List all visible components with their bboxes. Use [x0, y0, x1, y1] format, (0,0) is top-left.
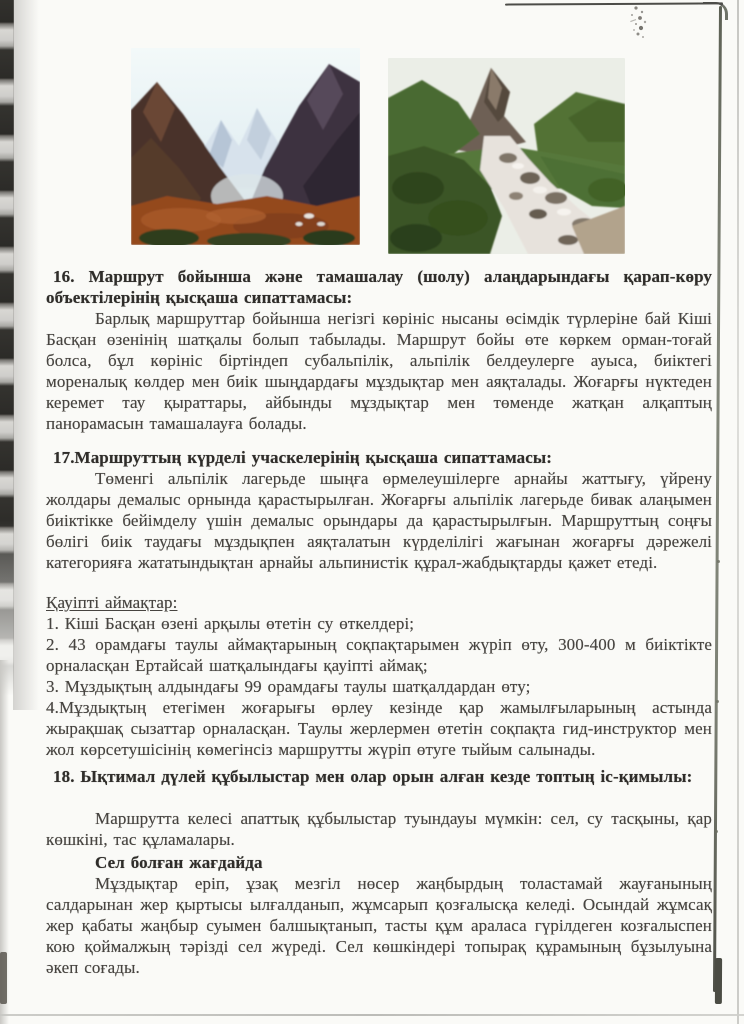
mudflow-subheading: Сел болған жағдайда: [95, 853, 263, 872]
ink-smudge: [612, 0, 664, 46]
section-16-heading: 16. Маршрут бойынша және тамашалау (шолу) алаңдарындағы қарап-көру объектілерінің қысқаша сипаттамасы:: [46, 267, 712, 307]
danger-zones-title: Қауіпті аймақтар:: [46, 593, 178, 612]
danger-zone-item-1: 1. Кіші Басқан өзені арқылы өтетін су өткелдері;: [46, 614, 415, 633]
mountain-stream-photo: [388, 58, 625, 254]
page-edge-faint-line: [737, 0, 739, 1024]
edge-speck: [717, 560, 720, 563]
left-edge-shadow: [13, 0, 39, 710]
danger-zone-item-3: 3. Мұздықтың алдындағы 99 орамдағы таулы шатқалдардан өту;: [46, 677, 531, 696]
section-18-heading: 18. Ықтимал дүлей құбылыстар мен олар орын алған кезде топтың іс-қимылы:: [53, 767, 693, 786]
edge-speck: [715, 830, 718, 833]
page-edge-right-tip: [715, 958, 722, 1004]
page-edge-right-line: [713, 6, 722, 992]
section-16-paragraph: Барлық маршруттар бойынша негізгі көрініс нысаны өсімдік түрлеріне бай Кіші Басқан өзенінің шатқалы болып табылады. Маршрут бойы өте көркем орман-тоғай болса, бұл көрініс біртіндеп субальпілік, альпілік белдеулерге ауыса, биіктегі мореналық көлдер мен биік шыңдардағы мұздықтар мен аяқталады. Жоғарғы нүктеден керемет тау қыраттары, айбынды мұздықтар мен төменде жатқан алқаптың панорамасын тамашалауға болады.: [46, 309, 712, 433]
section-18-paragraph-1: Маршрутта келесі апаттық құбылыстар туындауы мүмкін: сел, су тасқыны, қар көшкіні, тас құламалары.: [46, 809, 712, 849]
danger-zone-item-4: 4.Мұздықтың етегімен жоғарығы өрлеу кезінде қар жамылғыларының астында жырақшақ сызаттар орналасқан. Таулы жерлермен өтетін соқпақта гид-инструктор мен жол көрсетушісінің көмегінсіз маршрутты жүріп өтуге тыйым салынады.: [46, 698, 712, 759]
page-edge-bottom-line: [0, 1014, 744, 1016]
danger-zone-item-2: 2. 43 орамдағы таулы аймақтарының соқпақтарымен жүріп өту, 300-400 м биіктікте орналасқан Ертайсай шатқалындағы қауіпті аймақ;: [46, 635, 712, 675]
page-edge-corner: [703, 2, 728, 20]
edge-speck: [716, 700, 719, 703]
bottom-left-mark: [0, 952, 7, 1004]
section-17-heading: 17.Маршруттың күрделі учаскелерінің қысқаша сипаттамасы:: [53, 448, 553, 467]
section-17-paragraph: Төменгі альпілік лагерьде шыңға өрмелеушілерге арнайы жаттығу, үйрену жолдары демалыс орнында қарастырылған. Жоғарғы альпілік лагерьде бивак алаңымен биіктікке бейімделу үшін демалыс орындары да қарастырылғын. Маршруттың соңғы бөлігі биік таудағы мұздықпен аяқталатын күрделілігі жағынан жоғарғы дәрежелі категорияға жататындықтан арнайы альпинистік құрал-жабдықтарды қажет етеді.: [46, 469, 712, 572]
mountain-valley-photo: [131, 48, 360, 245]
section-18-paragraph-2: Мұздықтар еріп, ұзақ мезгіл нөсер жаңбырдың толастамай жауғанының салдарынан жер қыртысы ылғалданып, жұмсарып қозғалысқа келеді. Осындай жұмсақ жер қабаты жаңбыр суымен балшықтанып, тасты құм араласа гүрілдеген козғалыспен кою қоймалжың тәрізді сел жүреді. Сел көшкіндері топырақ құрамының бұзылуына әкеп соғады.: [46, 874, 712, 977]
